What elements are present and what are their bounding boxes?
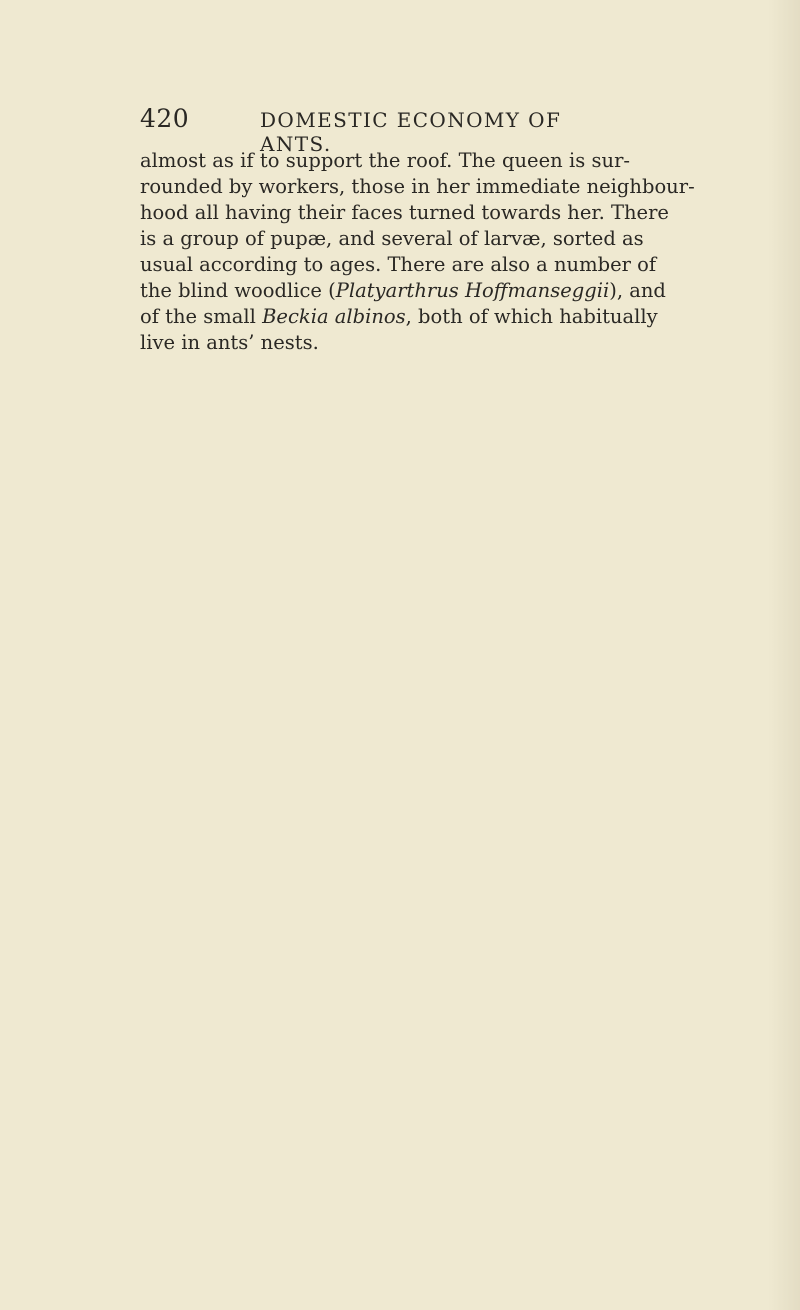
species-name-italic: Beckia albinos bbox=[262, 305, 406, 328]
text-line bbox=[140, 148, 630, 174]
text-line bbox=[140, 226, 644, 252]
page-header bbox=[140, 104, 630, 156]
species-name-italic: Platyarthrus Hoffmanseggii bbox=[335, 279, 610, 302]
text-line bbox=[140, 278, 666, 304]
text-run: of the small bbox=[140, 305, 263, 328]
text-run: usual according to ages. There are also a number of bbox=[140, 253, 657, 276]
body-paragraph bbox=[140, 148, 695, 356]
text-line bbox=[140, 252, 657, 278]
text-run: ), and bbox=[609, 279, 666, 302]
page-number: 420 bbox=[140, 104, 190, 133]
text-run: rounded by workers, those in her immediate neighbour- bbox=[140, 175, 695, 198]
text-line bbox=[140, 174, 695, 200]
text-run: hood all having their faces turned towards her. There bbox=[140, 201, 669, 224]
text-line bbox=[140, 200, 669, 226]
text-line bbox=[140, 304, 658, 330]
text-run: is a group of pupæ, and several of larvæ, sorted as bbox=[140, 227, 644, 250]
text-run: live in ants’ nests. bbox=[140, 331, 319, 354]
text-run: almost as if to support the roof. The queen is sur- bbox=[140, 149, 630, 172]
text-run: , both of which habitually bbox=[405, 305, 658, 328]
text-line bbox=[140, 330, 630, 356]
text-run: the blind woodlice ( bbox=[140, 279, 336, 302]
running-head: DOMESTIC ECONOMY OF ANTS. bbox=[260, 108, 562, 156]
